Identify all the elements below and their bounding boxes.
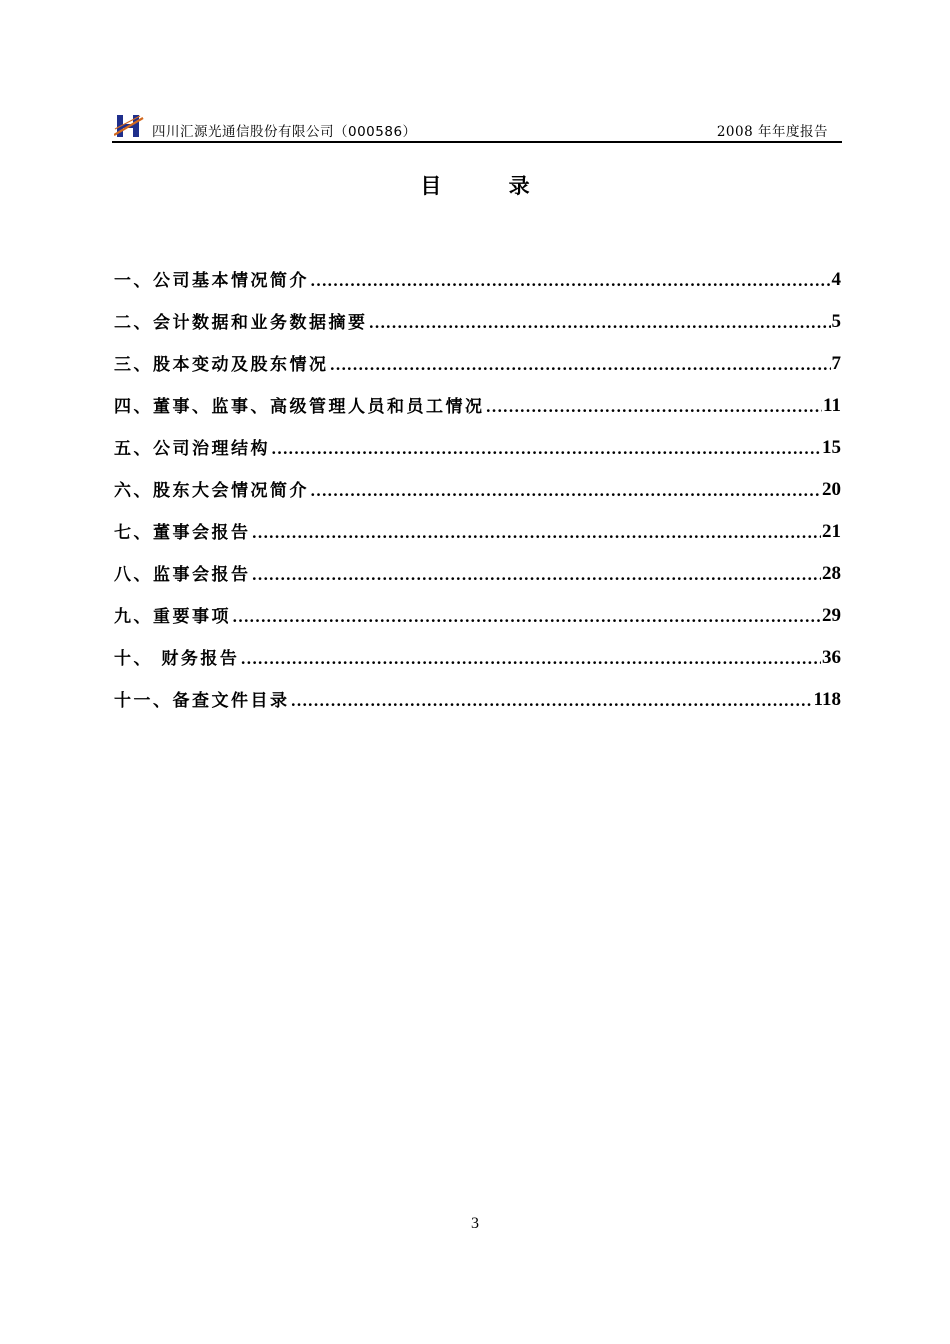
toc-leader-dots (271, 439, 821, 459)
page-header (112, 112, 842, 142)
toc-entry[interactable] (114, 549, 841, 591)
toc-entry-label: 十、 财务报告 (114, 649, 240, 669)
toc-leader-dots (291, 691, 813, 711)
toc-entry-label: 十一、备查文件目录 (114, 691, 290, 711)
toc-entry-page: 29 (822, 605, 841, 626)
toc-entry-page: 7 (831, 353, 841, 374)
toc-leader-dots (252, 523, 822, 543)
table-of-contents (114, 255, 841, 717)
company-logo-icon (114, 114, 144, 138)
toc-entry[interactable] (114, 675, 841, 717)
toc-entry-page: 11 (823, 395, 841, 416)
toc-entry-label: 七、董事会报告 (114, 523, 251, 543)
toc-leader-dots (369, 313, 831, 333)
company-name: 四川汇源光通信股份有限公司（000586） (152, 124, 417, 140)
toc-entry[interactable] (114, 465, 841, 507)
toc-entry-page: 36 (822, 647, 841, 668)
toc-entry-page: 20 (822, 479, 841, 500)
toc-leader-dots (310, 481, 821, 501)
toc-entry[interactable] (114, 633, 841, 675)
toc-entry-label: 四、董事、监事、高级管理人员和员工情况 (114, 397, 485, 417)
page-title: 目 录 (420, 174, 560, 198)
toc-entry-label: 一、公司基本情况简介 (114, 271, 309, 291)
toc-leader-dots (232, 607, 821, 627)
toc-entry-label: 九、重要事项 (114, 607, 231, 627)
toc-entry-page: 28 (822, 563, 841, 584)
toc-leader-dots (486, 397, 823, 417)
toc-entry-page: 15 (822, 437, 841, 458)
toc-entry[interactable] (114, 591, 841, 633)
toc-entry[interactable] (114, 507, 841, 549)
toc-entry-page: 5 (831, 311, 841, 332)
toc-entry-label: 五、公司治理结构 (114, 439, 270, 459)
toc-entry-label: 二、会计数据和业务数据摘要 (114, 313, 368, 333)
toc-entry-label: 六、股东大会情况简介 (114, 481, 309, 501)
toc-entry[interactable] (114, 255, 841, 297)
toc-entry-page: 21 (822, 521, 841, 542)
toc-entry[interactable] (114, 381, 841, 423)
toc-leader-dots (252, 565, 822, 585)
toc-entry[interactable] (114, 297, 841, 339)
toc-leader-dots (330, 355, 831, 375)
page-number: 3 (471, 1215, 479, 1232)
toc-entry-label: 八、监事会报告 (114, 565, 251, 585)
toc-entry[interactable] (114, 339, 841, 381)
header-divider (112, 141, 842, 143)
toc-entry-page: 118 (813, 689, 841, 710)
toc-entry-label: 三、股本变动及股东情况 (114, 355, 329, 375)
toc-leader-dots (310, 271, 831, 291)
toc-entry-page: 4 (831, 269, 841, 290)
toc-entry[interactable] (114, 423, 841, 465)
toc-leader-dots (240, 649, 821, 669)
report-title: 2008 年年度报告 (716, 124, 828, 140)
